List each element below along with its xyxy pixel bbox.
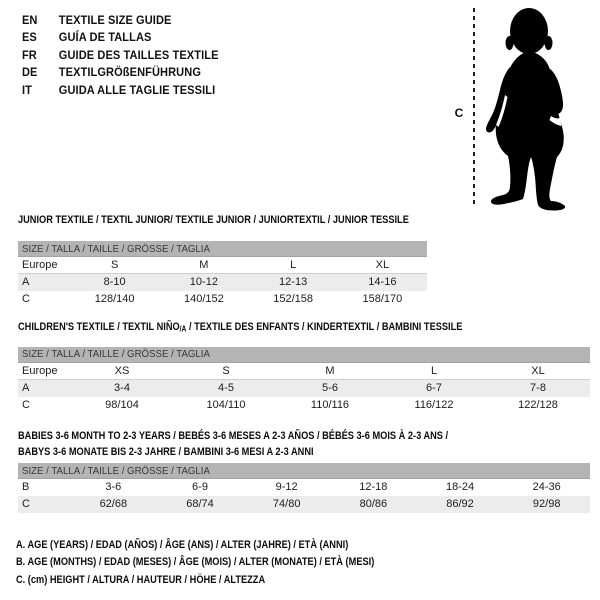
guide-title-fr: GUIDE DES TAILLES TEXTILE [58,47,219,62]
height-cell: 140/152 [183,293,224,305]
height-measure-label: C [454,106,464,120]
language-code: EN [22,13,38,27]
table-row-height [18,291,427,308]
children-table-title [18,320,590,337]
age-cell: 4-5 [218,381,234,394]
row-label: A [22,381,30,394]
height-cell: 122/128 [518,398,558,411]
size-cell: S [110,259,119,271]
babies-table-title-line1 [18,428,590,444]
months-cell: 9-12 [275,481,298,493]
table-row-height [18,496,590,513]
junior-table-title-text: JUNIOR TEXTILE / TEXTIL JUNIOR/ TEXTILE JUNIOR / JUNIORTEXTIL / JUNIOR TESSILE [18,214,409,226]
legend-block [16,537,443,589]
height-cell: 62/68 [99,498,128,510]
height-measure-dashed-line [473,8,475,206]
babies-table-title-line2 [18,444,590,460]
language-row-es [22,29,219,46]
babies-size-table-section [18,428,590,513]
toddler-silhouette-icon [483,5,571,211]
table-row-age [18,274,427,291]
size-header-label: SIZE / TALLA / TAILLE / GRÖSSE / TAGLIA [22,242,210,255]
size-cell: L [290,259,297,271]
language-code: IT [22,82,32,97]
babies-table-title-text-2: BABYS 3-6 MONATE BIS 2-3 JAHRE / BAMBINI 3-6 MESI A 2-3 ANNI [18,446,314,458]
height-cell: 110/116 [310,398,350,411]
size-header-bar [18,241,427,257]
table-row-height [18,397,590,414]
junior-table-title [18,213,427,228]
language-row-fr [22,47,219,64]
size-header-label: SIZE / TALLA / TAILLE / GRÖSSE / TAGLIA [22,464,210,477]
height-cell: 68/74 [186,498,214,510]
age-cell: 5-6 [322,381,338,394]
table-row-europe [18,363,590,380]
height-cell: 152/158 [273,293,313,305]
height-cell: 86/92 [446,498,474,510]
junior-size-table [18,241,427,308]
months-cell: 18-24 [445,481,475,493]
row-label: C [22,498,30,510]
size-cell: M [199,259,209,271]
legend-note-a-text: A. AGE (YEARS) / EDAD (AÑOS) / ÂGE (ANS) / ALTER (JAHRE) / ETÀ (ANNI) [16,539,349,551]
size-header-label: SIZE / TALLA / TAILLE / GRÖSSE / TAGLIA [22,348,210,360]
size-header-bar [18,347,590,363]
table-row-months [18,479,590,496]
language-row-en [22,12,219,29]
months-cell: 6-9 [192,481,208,493]
months-cell: 12-18 [359,481,388,493]
months-cell: 3-6 [105,481,122,493]
height-cell: 116/122 [414,398,454,411]
babies-size-table [18,463,590,513]
height-cell: 104/110 [206,398,246,411]
legend-note-b-text: B. AGE (MONTHS) / EDAD (MESES) / ÂGE (MOIS) / ALTER (MONATE) / ETÀ (MESI) [16,556,375,569]
age-cell: 3-4 [114,381,130,394]
size-cell: S [222,364,230,377]
height-cell: 74/80 [272,498,301,510]
guide-title-de: TEXTILGRÖßENFÜHRUNG [58,65,201,80]
row-label: C [22,398,30,411]
table-row-europe [18,257,427,274]
size-cell: XL [375,259,390,271]
size-cell: XS [114,364,130,377]
children-size-table [18,347,590,414]
title-part: CHILDREN'S TEXTILE / TEXTIL NIÑO [18,321,180,333]
row-label: Europe [22,259,58,271]
height-cell: 158/170 [362,293,403,305]
legend-note-a [16,537,443,554]
legend-note-c [16,572,443,589]
language-row-de [22,64,219,81]
row-label: Europe [22,364,58,377]
size-cell: L [430,364,438,377]
age-cell: 6-7 [426,381,442,394]
age-cell: 14-16 [368,276,397,288]
height-cell: 92/98 [532,498,561,510]
row-label: A [22,276,30,288]
age-cell: 10-12 [189,276,218,288]
legend-note-c-text: C. (cm) HEIGHT / ALTURA / HAUTEUR / HÖHE / ALTEZZA [16,573,266,586]
row-label: B [22,481,30,493]
guide-title-en: TEXTILE SIZE GUIDE [58,13,172,27]
title-subscript: /A [179,324,187,334]
language-row-it [22,82,219,99]
babies-table-title-text-1: BABIES 3-6 MONTH TO 2-3 YEARS / BEBÉS 3-6 MESES A 2-3 AÑOS / BÉBÉS 3-6 MOIS À 2-3 ANS / [18,430,449,442]
language-code: DE [22,65,38,80]
age-cell: 7-8 [530,381,546,394]
size-cell: XL [531,364,545,377]
title-part: / TEXTILE DES ENFANTS / KINDERTEXTIL / BAMBINI TESSILE [186,321,463,333]
guide-title-es: GUÍA DE TALLAS [58,30,152,45]
size-header-bar [18,463,590,479]
age-cell: 8-10 [103,276,126,288]
age-cell: 12-13 [279,276,308,288]
height-cell: 98/104 [105,398,139,411]
language-title-block [22,12,219,99]
language-code: ES [22,30,37,45]
size-cell: M [325,364,335,377]
table-row-age [18,380,590,397]
height-cell: 80/86 [359,498,388,510]
children-table-title-text [18,320,462,337]
children-size-table-section [18,320,590,414]
legend-note-b [16,554,443,571]
months-cell: 24-36 [532,481,561,493]
height-cell: 128/140 [94,293,135,305]
guide-title-it: GUIDA ALLE TAGLIE TESSILI [58,82,216,97]
row-label: C [22,293,30,305]
junior-size-table-section [18,213,427,308]
language-code: FR [22,47,37,62]
